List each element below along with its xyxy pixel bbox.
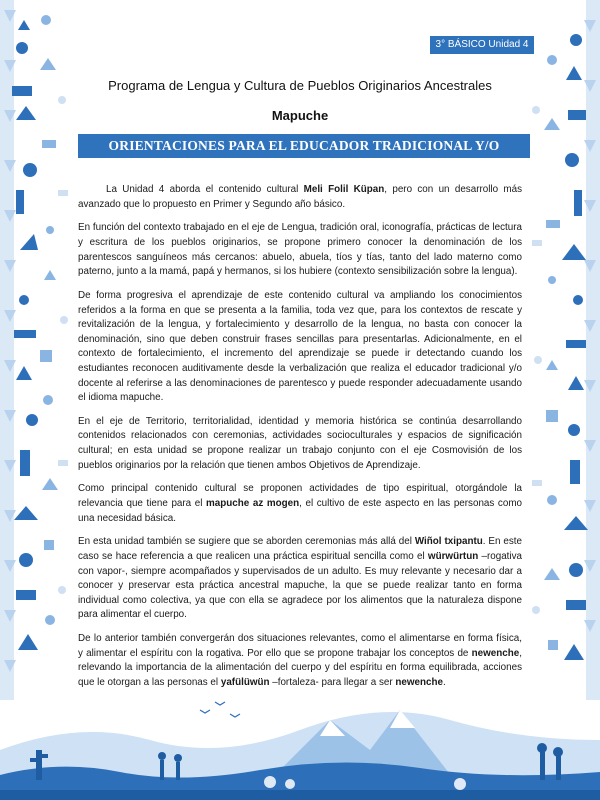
paragraph-6 (78, 535, 522, 623)
page-subtitle: Mapuche (271, 108, 329, 123)
paragraph-2: En función del contexto trabajado en el eje de Lengua, tradición oral, iconografía, prácticas de lectura y escritura de los pueblos originarios, se propone primero conocer la denominación de los parentescos sanguíneos más cercanos: abuelo, abuela, tíos y tías, tanto del lado materno como paterno, junto a la mamá, papá y hermanos, si los hubiere (contexto sensibilización sobre la lengua). (78, 222, 522, 278)
text-span: Como principal contenido cultural se proponen actividades de tipo espiritual, otorgándole la relevancia que tiene para el (78, 483, 522, 510)
body-text (78, 183, 522, 700)
term-winol-txipantu: Wiñol txipantu (414, 536, 483, 548)
text-span: . (442, 676, 446, 688)
term-mapuche-az-mogen: mapuche az mogen (206, 498, 300, 510)
text-span: –rogativa con vapor-, siempre acompañados y supervisados de un adulto. Es muy relevante y necesario dar a conocer y preservar esta práctica ancestral mapuche, la que se puede realizar tanto en forma individual como colectiva, ya que con ella se agradece por los alimentos que la naturaleza dispone para alimentar el cuerpo. (78, 551, 522, 621)
paragraph-5 (78, 482, 522, 526)
paragraph-4: En el eje de Territorio, territorialidad, identidad y memoria histórica se continúa desarrollando contenidos relacionados con ceremonias, actividades socioculturales y espacios de significación cultural; en esta unidad se propone realizar un trabajo conjunto con el eje Cosmovisión de los pueblos originarios por la relación que tienen ambos Objetivos de Aprendizaje. (78, 415, 522, 471)
decorative-border-right (522, 0, 600, 700)
term-newenche: newenche (395, 676, 443, 688)
term-newenche: newenche (471, 647, 520, 659)
paragraph-3: De forma progresiva el aprendizaje de este contenido cultural va ampliando los conocimientos referidos a la forma en que se presenta a la familia, toda vez que, para los contextos de rescate y revitalización de la lengua, y fortalecimiento y desarrollo de la lengua, no basta con conocer la denominación, sino que deben construir frases sencillas para presentarlas. Adicionalmente, en el contexto de fortalecimiento, el incremento del aprendizaje se puede ir detectando cuando los estudiantes reconocen auditivamente desde la verbalización que realiza el educador tradicional y/o docente al referirse a las denominaciones de parentesco y puede responder adecuadamente usando el idioma mapuche. (78, 289, 522, 404)
term-meli-folil-kupan: Meli Folil Küpan (303, 184, 385, 195)
text-span: , relevando la importancia de la alimentación del cuerpo y del espíritu en forma equilibrada, acciones que le otorgan a las personas el (78, 647, 522, 688)
text-span: La Unidad 4 aborda el contenido cultural (106, 184, 304, 195)
paragraph-7 (78, 632, 522, 690)
text-span: , el cultivo de este aspecto en las personas como una necesidad básica. (78, 498, 522, 524)
grade-unit-badge: 3° BÁSICO Unidad 4 (430, 36, 534, 54)
program-title: Programa de Lengua y Cultura de Pueblos Originarios Ancestrales (108, 78, 492, 93)
decorative-border-left (0, 0, 78, 700)
term-yafuluwun: yafülüwün (220, 676, 270, 688)
text-span: . En este caso se hace referencia a que realicen una práctica espiritual sencilla como el (78, 536, 522, 562)
text-span: De lo anterior también convergerán dos situaciones relevantes, como el alimentarse en forma física, y alimentar el espíritu con la rogativa. Por ello que se propone trabajar los conceptos de (78, 633, 522, 659)
paragraph-1 (78, 183, 522, 212)
text-span: En esta unidad también se sugiere que se aborden ceremonias más allá del (78, 536, 415, 548)
text-span: , pero con un desarrollo más avanzado que lo propuesto en Primer y Segundo año básico. (78, 184, 523, 210)
section-banner: ORIENTACIONES PARA EL EDUCADOR TRADICIONAL Y/O DOCENTE (78, 134, 530, 158)
term-wurwurtun: würwürtun (427, 551, 479, 562)
text-span: –fortaleza- para llegar a ser (269, 676, 396, 688)
